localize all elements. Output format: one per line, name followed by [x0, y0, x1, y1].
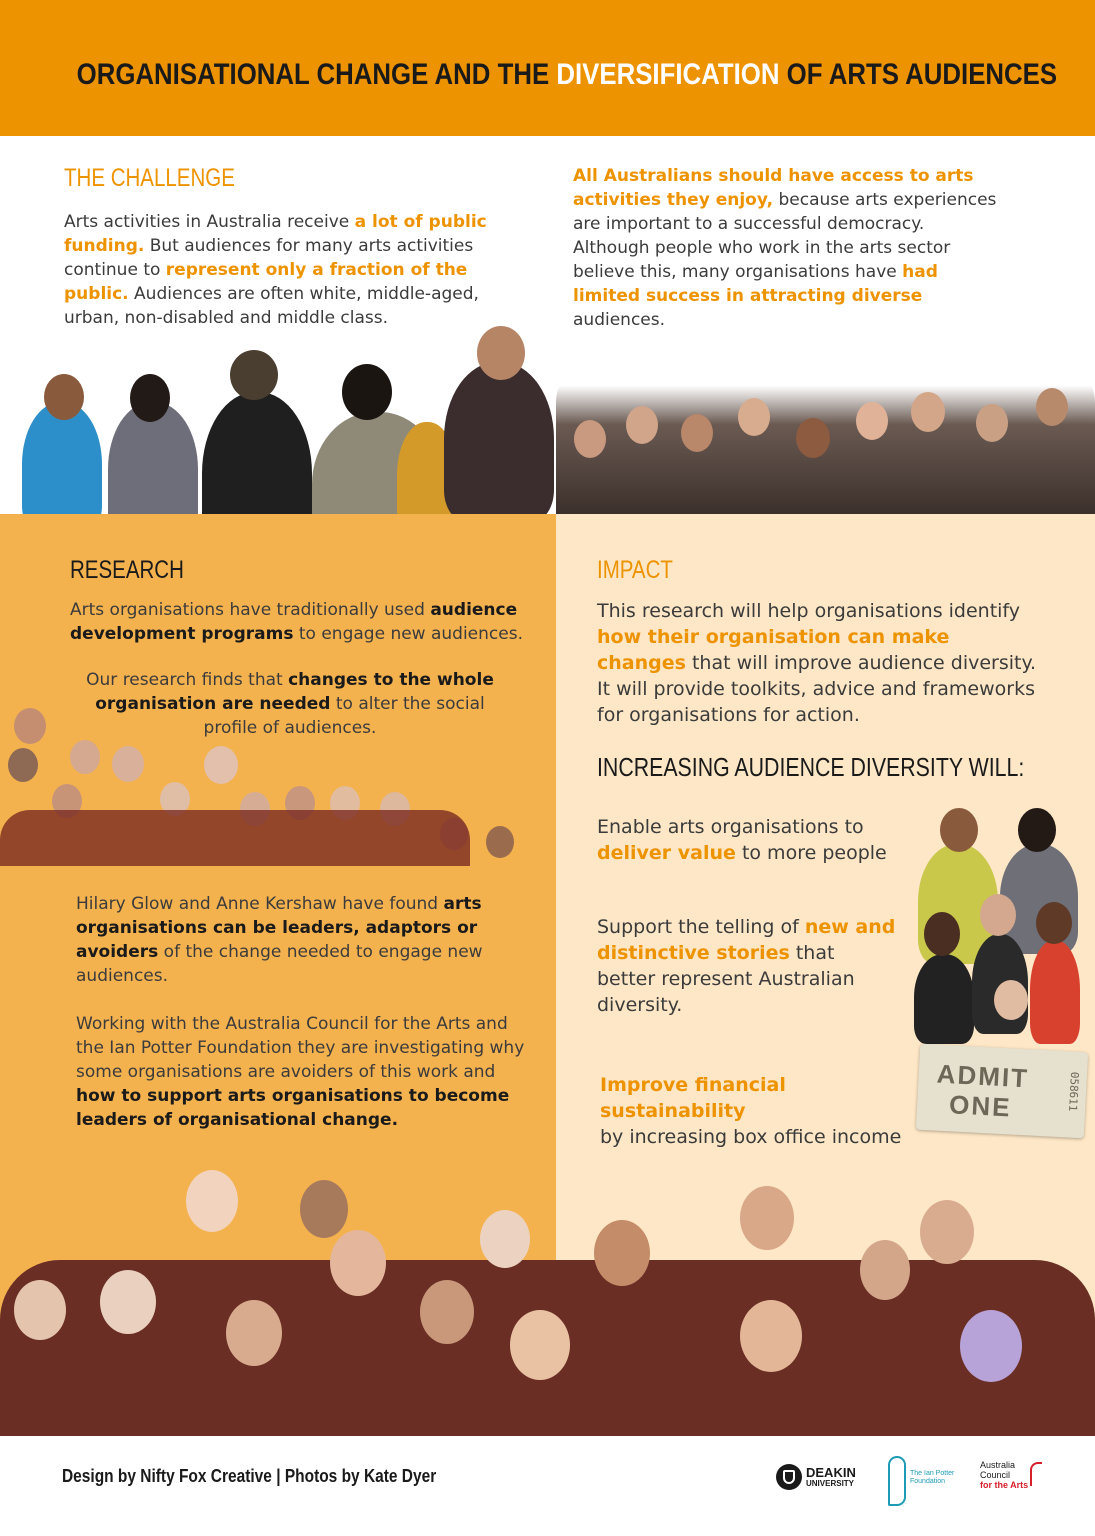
photo-figure: [100, 1270, 156, 1334]
ticket-number: 058611: [1066, 1071, 1082, 1112]
photo-figure: [1036, 388, 1068, 426]
photo-figure: [914, 954, 974, 1044]
photo-figure: [130, 374, 170, 422]
challenge-paragraph-2: All Australians should have access to arts activities they enjoy, because arts experiences are important to a successful democracy. Although people who work in the arts sector believe this, many organisations have had limited success in attracting diverse audiences.: [573, 166, 997, 330]
research-paragraph-2: Our research finds that changes to the whole organisation are needed to alter the social profile of audiences.: [86, 670, 494, 738]
photo-figure: [444, 362, 554, 522]
research-paragraph-4: Working with the Australia Council for the Arts and the Ian Potter Foundation they are investigating why some organisations are avoiders of this work and how to support arts organisations to become leaders of organisational change.: [76, 1014, 525, 1130]
photo-figure: [994, 980, 1028, 1020]
photo-figure: [510, 1310, 570, 1380]
benefit-deliver-value: Enable arts organisations to deliver value to more people: [597, 816, 887, 864]
research-paragraph-1: Arts organisations have traditionally used audience development programs to engage new audiences.: [70, 600, 523, 644]
title-part-2: OF ARTS AUDIENCES: [779, 58, 1058, 91]
seahorse-icon: [888, 1456, 906, 1506]
photo-figure: [330, 1230, 386, 1296]
photo-figure: [477, 326, 525, 380]
photo-figure: [14, 1280, 66, 1340]
research-title: RESEARCH: [70, 556, 184, 584]
photo-figure: [342, 364, 392, 420]
photo-figure: [44, 374, 84, 420]
photo-figure: [940, 808, 978, 852]
benefit-new-stories: Support the telling of new and distinctive stories that better represent Australian diversity.: [597, 916, 896, 1016]
photo-figure: [186, 1170, 238, 1232]
photo-figure: [300, 1180, 348, 1238]
photo-figure: [924, 912, 960, 956]
photo-figure: [70, 740, 100, 774]
photo-figure: [920, 1200, 974, 1264]
photo-figure: [856, 402, 888, 440]
footer-credit: Design by Nifty Fox Creative | Photos by Kate Dyer: [62, 1466, 437, 1486]
photo-figure: [420, 1280, 474, 1344]
photo-figure: [796, 418, 830, 458]
photo-figure: [226, 1300, 282, 1366]
photo-figure: [204, 746, 238, 784]
photo-figure: [0, 810, 470, 866]
bottom-audience-photo: [0, 1160, 1095, 1436]
photo-figure: [1018, 808, 1056, 852]
ticket-line-1: ADMIT: [936, 1058, 1030, 1094]
photo-figure: [574, 420, 606, 458]
admit-one-ticket: [916, 1044, 1088, 1139]
increasing-diversity-title: INCREASING AUDIENCE DIVERSITY WILL:: [597, 752, 1025, 782]
photo-figure: [1036, 902, 1072, 944]
photo-figure: [112, 746, 144, 782]
photo-figure: [22, 402, 102, 532]
photo-figure: [486, 826, 514, 858]
photo-figure: [740, 1300, 802, 1372]
benefit-financial: Improve financial sustainability by increasing box office income: [600, 1074, 902, 1148]
dancer-figure-icon: [1030, 1462, 1042, 1486]
photo-figure: [976, 404, 1008, 442]
photo-figure: [480, 1210, 530, 1268]
title-part-1: ORGANISATIONAL CHANGE AND THE: [76, 58, 557, 91]
challenge-title: THE CHALLENGE: [64, 164, 235, 192]
diverse-audience-photo: [914, 804, 1080, 1044]
photo-figure: [230, 350, 278, 400]
photo-figure: [1030, 940, 1080, 1044]
challenge-paragraph-1: Arts activities in Australia receive a lot of public funding. But audiences for many arts activities continue to represent only a fraction of the public. Audiences are often white, middle-aged, urban, non-disabled and middle class.: [64, 212, 487, 328]
photo-figure: [911, 392, 945, 432]
impact-paragraph: This research will help organisations identify how their organisation can make changes that will improve audience diversity. It will provide toolkits, advice and frameworks for organisations for action.: [597, 600, 1037, 726]
photo-figure: [960, 1310, 1022, 1382]
standing-crowd-photo: [556, 362, 1095, 518]
header-banner: [0, 0, 1095, 136]
research-paragraph-3: Hilary Glow and Anne Kershaw have found arts organisations can be leaders, adaptors or avoiders of the change needed to engage new audiences.: [76, 894, 483, 986]
photo-figure: [594, 1220, 650, 1286]
ticket-line-2: ONE: [948, 1089, 1013, 1123]
photo-figure: [980, 894, 1016, 936]
photo-figure: [8, 748, 38, 782]
photo-figure: [626, 406, 658, 444]
theatre-audience-photo: [0, 700, 556, 866]
footer: Design by Nifty Fox Creative | Photos by Kate Dyer DEAKIN UNIVERSITY The Ian Potter Foundation Australia Council for the Arts: [0, 1436, 1095, 1536]
photo-figure: [738, 398, 770, 436]
photo-figure: [14, 708, 46, 744]
photo-figure: [740, 1186, 794, 1250]
title-highlight: DIVERSIFICATION: [556, 58, 780, 91]
photo-figure: [681, 414, 713, 452]
impact-title: IMPACT: [597, 556, 673, 584]
deakin-crest-icon: [776, 1464, 802, 1490]
photo-figure: [860, 1240, 910, 1300]
page-title: [76, 58, 1058, 92]
